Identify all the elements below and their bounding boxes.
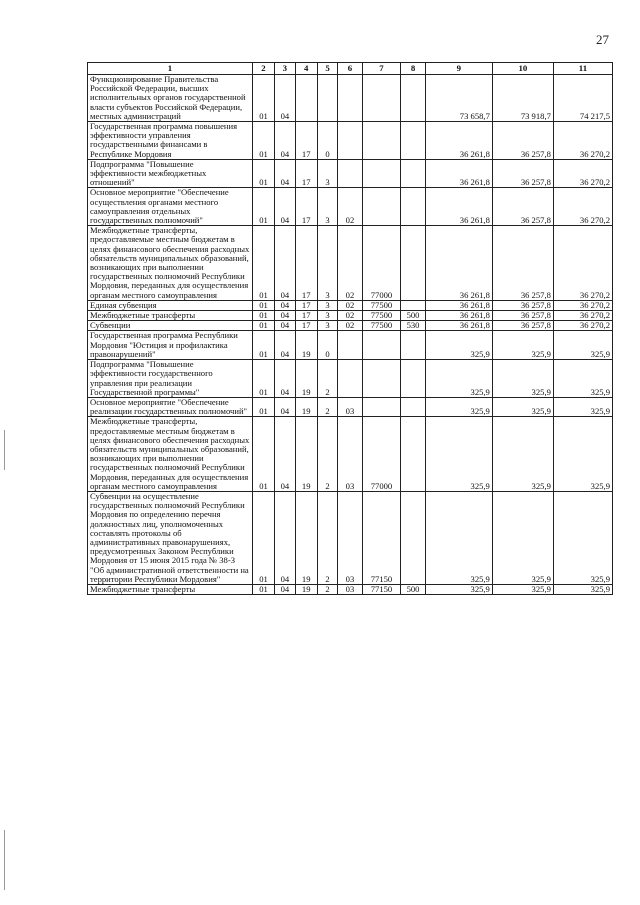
table-row: [88, 491, 613, 584]
amount-col10-cell: 325,9: [492, 417, 553, 492]
activity-code-cell: [338, 159, 362, 188]
margin-line: [4, 830, 5, 890]
expense-type-cell: [401, 360, 425, 398]
amount-col11-cell: 36 270,2: [553, 159, 612, 188]
row-name-cell: Государственная программа Республики Мордовия "Юстиция и профилактика правонарушений": [88, 331, 253, 360]
direction-code-cell: 77150: [362, 491, 401, 584]
column-header: 7: [362, 63, 401, 75]
amount-col10-cell: 36 257,8: [492, 159, 553, 188]
row-name-cell: Межбюджетные трансферты: [88, 584, 253, 594]
expense-type-cell: 500: [401, 584, 425, 594]
program-code-cell: 17: [295, 300, 317, 310]
amount-col11-cell: 325,9: [553, 491, 612, 584]
amount-col10-cell: 325,9: [492, 397, 553, 416]
activity-code-cell: 03: [338, 584, 362, 594]
activity-code-cell: 02: [338, 188, 362, 226]
subsection-code-cell: 04: [275, 226, 295, 301]
row-name-cell: Функционирование Правительства Российской Федерации, высших исполнительных органов государственной власти субъектов Российской Федерации, местных администраций: [88, 75, 253, 122]
column-header: 1: [88, 63, 253, 75]
subprogram-code-cell: 3: [317, 188, 337, 226]
subprogram-code-cell: 2: [317, 397, 337, 416]
section-code-cell: 01: [252, 188, 274, 226]
activity-code-cell: 02: [338, 311, 362, 321]
subsection-code-cell: 04: [275, 321, 295, 331]
subsection-code-cell: 04: [275, 417, 295, 492]
subprogram-code-cell: 2: [317, 584, 337, 594]
expense-type-cell: 530: [401, 321, 425, 331]
row-name-cell: Подпрограмма "Повышение эффективности государственного управления при реализации Государственной программы": [88, 360, 253, 398]
subsection-code-cell: 04: [275, 159, 295, 188]
subsection-code-cell: 04: [275, 311, 295, 321]
amount-col11-cell: 325,9: [553, 360, 612, 398]
direction-code-cell: [362, 159, 401, 188]
column-header: 3: [275, 63, 295, 75]
amount-col11-cell: 325,9: [553, 331, 612, 360]
program-code-cell: 19: [295, 360, 317, 398]
amount-col10-cell: 325,9: [492, 584, 553, 594]
row-name-cell: Подпрограмма "Повышение эффективности межбюджетных отношений": [88, 159, 253, 188]
direction-code-cell: 77500: [362, 321, 401, 331]
direction-code-cell: 77500: [362, 300, 401, 310]
amount-col9-cell: 36 261,8: [425, 226, 492, 301]
program-code-cell: 17: [295, 188, 317, 226]
activity-code-cell: [338, 122, 362, 160]
program-code-cell: 19: [295, 417, 317, 492]
column-header: 6: [338, 63, 362, 75]
activity-code-cell: [338, 331, 362, 360]
direction-code-cell: [362, 397, 401, 416]
amount-col11-cell: 36 270,2: [553, 321, 612, 331]
subprogram-code-cell: 3: [317, 300, 337, 310]
amount-col10-cell: 325,9: [492, 360, 553, 398]
table-row: [88, 159, 613, 188]
page-number: 27: [596, 32, 609, 47]
subsection-code-cell: 04: [275, 491, 295, 584]
amount-col9-cell: 36 261,8: [425, 300, 492, 310]
program-code-cell: 17: [295, 311, 317, 321]
direction-code-cell: [362, 360, 401, 398]
table-header-row: [88, 63, 613, 75]
section-code-cell: 01: [252, 159, 274, 188]
amount-col9-cell: 325,9: [425, 584, 492, 594]
amount-col9-cell: 36 261,8: [425, 321, 492, 331]
expense-type-cell: [401, 491, 425, 584]
activity-code-cell: 02: [338, 300, 362, 310]
table-row: [88, 311, 613, 321]
expense-type-cell: [401, 122, 425, 160]
activity-code-cell: 03: [338, 417, 362, 492]
section-code-cell: 01: [252, 321, 274, 331]
amount-col11-cell: 36 270,2: [553, 311, 612, 321]
table-row: [88, 188, 613, 226]
row-name-cell: Основное мероприятие "Обеспечение реализации государственных полномочий": [88, 397, 253, 416]
column-header: 2: [252, 63, 274, 75]
expense-type-cell: [401, 226, 425, 301]
program-code-cell: 17: [295, 122, 317, 160]
subprogram-code-cell: 0: [317, 331, 337, 360]
amount-col10-cell: 36 257,8: [492, 321, 553, 331]
table-row: [88, 300, 613, 310]
expense-type-cell: [401, 331, 425, 360]
amount-col10-cell: 36 257,8: [492, 188, 553, 226]
amount-col11-cell: 325,9: [553, 584, 612, 594]
direction-code-cell: 77150: [362, 584, 401, 594]
table-row: [88, 321, 613, 331]
program-code-cell: 19: [295, 331, 317, 360]
column-header: 4: [295, 63, 317, 75]
amount-col10-cell: 36 257,8: [492, 300, 553, 310]
section-code-cell: 01: [252, 226, 274, 301]
amount-col10-cell: 73 918,7: [492, 75, 553, 122]
activity-code-cell: 03: [338, 491, 362, 584]
section-code-cell: 01: [252, 331, 274, 360]
row-name-cell: Межбюджетные трансферты, предоставляемые местным бюджетам в целях финансового обеспечения расходных обязательств муниципальных образований, возникающих при выполнении государственных полномочий Республики Мордовия, переданных для осуществления органам местного самоуправления: [88, 226, 253, 301]
expense-type-cell: [401, 159, 425, 188]
direction-code-cell: 77000: [362, 417, 401, 492]
amount-col11-cell: 36 270,2: [553, 122, 612, 160]
program-code-cell: 17: [295, 159, 317, 188]
table-row: [88, 360, 613, 398]
amount-col9-cell: 325,9: [425, 360, 492, 398]
row-name-cell: Основное мероприятие "Обеспечение осуществления органами местного самоуправления отдельных государственных полномочий": [88, 188, 253, 226]
subprogram-code-cell: [317, 75, 337, 122]
row-name-cell: Межбюджетные трансферты: [88, 311, 253, 321]
subsection-code-cell: 04: [275, 331, 295, 360]
subprogram-code-cell: 3: [317, 311, 337, 321]
table-row: [88, 417, 613, 492]
amount-col11-cell: 74 217,5: [553, 75, 612, 122]
row-name-cell: Единая субвенция: [88, 300, 253, 310]
subprogram-code-cell: 0: [317, 122, 337, 160]
amount-col9-cell: 36 261,8: [425, 122, 492, 160]
amount-col11-cell: 36 270,2: [553, 188, 612, 226]
table-row: [88, 584, 613, 594]
subprogram-code-cell: 2: [317, 491, 337, 584]
subsection-code-cell: 04: [275, 122, 295, 160]
subsection-code-cell: 04: [275, 300, 295, 310]
table-row: [88, 226, 613, 301]
activity-code-cell: 02: [338, 321, 362, 331]
section-code-cell: 01: [252, 584, 274, 594]
amount-col9-cell: 73 658,7: [425, 75, 492, 122]
activity-code-cell: 03: [338, 397, 362, 416]
direction-code-cell: [362, 75, 401, 122]
activity-code-cell: [338, 360, 362, 398]
amount-col9-cell: 36 261,8: [425, 159, 492, 188]
expense-type-cell: [401, 75, 425, 122]
section-code-cell: 01: [252, 300, 274, 310]
row-name-cell: Государственная программа повышения эффективности управления государственными финансами в Республике Мордовия: [88, 122, 253, 160]
amount-col9-cell: 325,9: [425, 331, 492, 360]
row-name-cell: Субвенции: [88, 321, 253, 331]
amount-col10-cell: 36 257,8: [492, 122, 553, 160]
section-code-cell: 01: [252, 417, 274, 492]
row-name-cell: Субвенции на осуществление государственных полномочий Республики Мордовия по определению перечня должностных лиц, уполномоченных составлять протоколы об административных правонарушениях, предусмотренных Законом Республики Мордовия от 15 июня 2015 года № 38-З "Об административной ответственности на территории Республики Мордовия": [88, 491, 253, 584]
direction-code-cell: [362, 331, 401, 360]
program-code-cell: 17: [295, 226, 317, 301]
amount-col10-cell: 36 257,8: [492, 311, 553, 321]
direction-code-cell: [362, 122, 401, 160]
budget-table: [87, 62, 613, 595]
amount-col9-cell: 325,9: [425, 397, 492, 416]
expense-type-cell: [401, 397, 425, 416]
subsection-code-cell: 04: [275, 360, 295, 398]
program-code-cell: 19: [295, 584, 317, 594]
subsection-code-cell: 04: [275, 397, 295, 416]
section-code-cell: 01: [252, 75, 274, 122]
table-row: [88, 75, 613, 122]
program-code-cell: 17: [295, 321, 317, 331]
amount-col11-cell: 325,9: [553, 417, 612, 492]
table-row: [88, 122, 613, 160]
subprogram-code-cell: 3: [317, 159, 337, 188]
direction-code-cell: 77000: [362, 226, 401, 301]
section-code-cell: 01: [252, 122, 274, 160]
section-code-cell: 01: [252, 311, 274, 321]
column-header: 11: [553, 63, 612, 75]
amount-col10-cell: 325,9: [492, 331, 553, 360]
amount-col9-cell: 36 261,8: [425, 188, 492, 226]
activity-code-cell: [338, 75, 362, 122]
amount-col9-cell: 36 261,8: [425, 311, 492, 321]
section-code-cell: 01: [252, 397, 274, 416]
margin-line: [4, 430, 5, 470]
amount-col10-cell: 36 257,8: [492, 226, 553, 301]
program-code-cell: 19: [295, 491, 317, 584]
amount-col11-cell: 325,9: [553, 397, 612, 416]
expense-type-cell: [401, 417, 425, 492]
column-header: 5: [317, 63, 337, 75]
expense-type-cell: 500: [401, 311, 425, 321]
section-code-cell: 01: [252, 491, 274, 584]
column-header: 8: [401, 63, 425, 75]
row-name-cell: Межбюджетные трансферты, предоставляемые местным бюджетам в целях финансового обеспечения расходных обязательств муниципальных образований, возникающих при выполнении государственных полномочий Республики Мордовия, переданных для осуществления органам местного самоуправления: [88, 417, 253, 492]
direction-code-cell: 77500: [362, 311, 401, 321]
column-header: 10: [492, 63, 553, 75]
subsection-code-cell: 04: [275, 584, 295, 594]
activity-code-cell: 02: [338, 226, 362, 301]
section-code-cell: 01: [252, 360, 274, 398]
subprogram-code-cell: 2: [317, 417, 337, 492]
subprogram-code-cell: 2: [317, 360, 337, 398]
subprogram-code-cell: 3: [317, 321, 337, 331]
direction-code-cell: [362, 188, 401, 226]
program-code-cell: 19: [295, 397, 317, 416]
amount-col9-cell: 325,9: [425, 417, 492, 492]
table-row: [88, 397, 613, 416]
expense-type-cell: [401, 300, 425, 310]
amount-col11-cell: 36 270,2: [553, 300, 612, 310]
subsection-code-cell: 04: [275, 75, 295, 122]
amount-col9-cell: 325,9: [425, 491, 492, 584]
column-header: 9: [425, 63, 492, 75]
amount-col10-cell: 325,9: [492, 491, 553, 584]
amount-col11-cell: 36 270,2: [553, 226, 612, 301]
program-code-cell: [295, 75, 317, 122]
table-row: [88, 331, 613, 360]
expense-type-cell: [401, 188, 425, 226]
subprogram-code-cell: 3: [317, 226, 337, 301]
subsection-code-cell: 04: [275, 188, 295, 226]
